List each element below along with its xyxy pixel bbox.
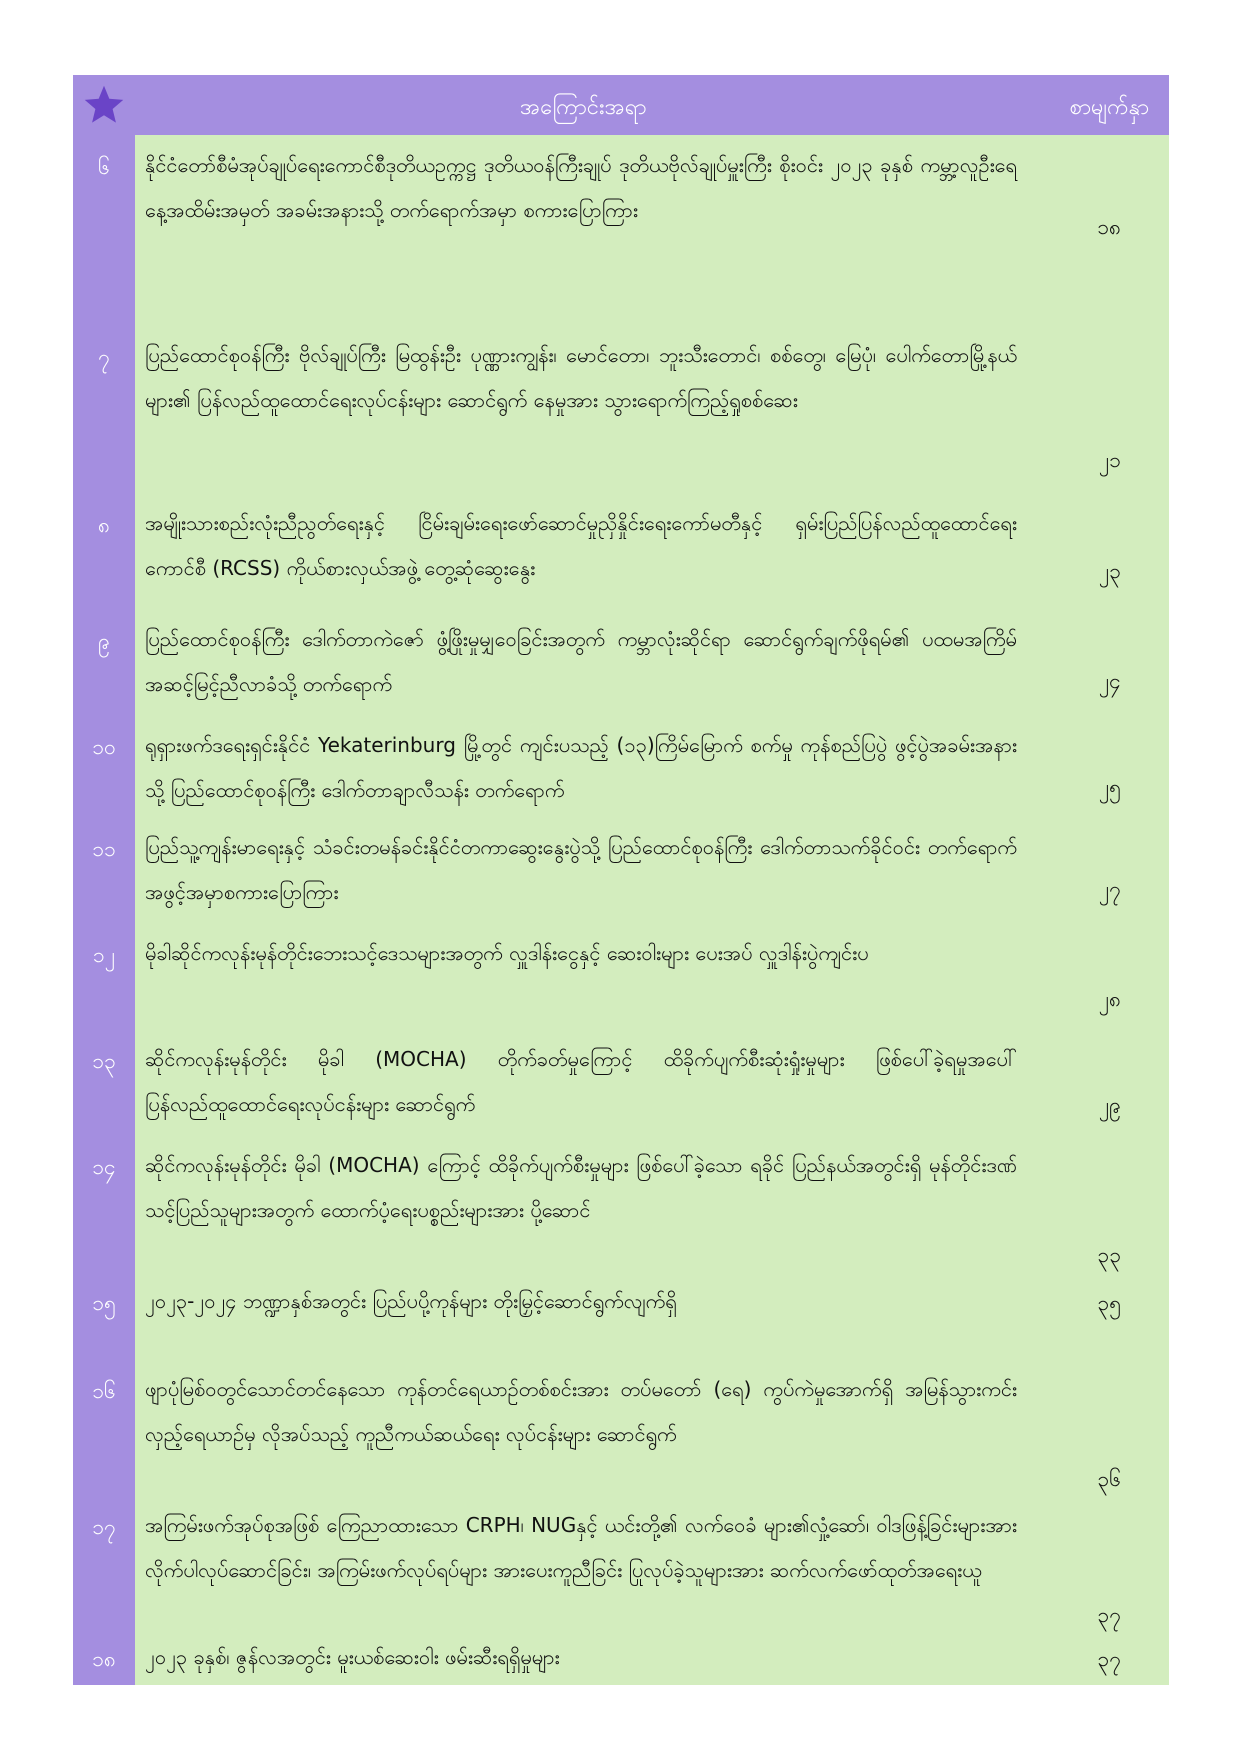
entry-page: ၂၁ [1098, 448, 1121, 472]
entry-number: ၁၀ [92, 735, 116, 759]
entry-page: ၃၆ [1097, 1467, 1121, 1491]
entry-page: ၂၅ [1098, 775, 1121, 799]
entry-title: နိုင်ငံတော်စီမံအုပ်ချုပ်ရေးကောင်စီဒုတိယဥက္ကဋ္ဌ ဒုတိယဝန်ကြီးချုပ် ဒုတိယဗိုလ်ချုပ်မှူးကြီး စိုးဝင်း ၂၀၂၃ ခုနှစ် ကမ္ဘာ့လူဦးရေနေ့အထိမ်းအမှတ် အခမ်းအနားသို့ တက်ရောက်အမှာ စကားပြောကြား [145, 153, 1017, 222]
entry-page: ၂၈ [1098, 987, 1121, 1011]
entry-page: ၂၇ [1098, 877, 1121, 901]
entry-number: ၁၄ [92, 1155, 116, 1179]
entry-number: ၇ [98, 345, 110, 369]
page-column-heading: စာမျက်နှာ [1069, 95, 1149, 120]
entry-page: ၃၃ [1097, 1243, 1121, 1267]
entry-number: ၁၇ [92, 1515, 116, 1539]
entry-title: ဖျာပုံမြစ်ဝတွင်သောင်တင်နေသော ကုန်တင်ရေယာဉ်တစ်စင်းအား တပ်မတော် (ရေ) ကွပ်ကဲမှုအောက်ရှိ အမြန်သွားကင်းလှည့်ရေယာဉ်မှ လိုအပ်သည့် ကူညီကယ်ဆယ်ရေး လုပ်ငန်းများ ဆောင်ရွက် [145, 1377, 1017, 1446]
entry-number: ၁၂ [92, 943, 116, 967]
header-star-cell [73, 75, 135, 135]
entry-page: ၂၄ [1098, 669, 1121, 693]
table-of-contents [73, 75, 1169, 1685]
entry-number: ၁၆ [92, 1379, 116, 1403]
entry-title: ပြည်သူ့ကျန်းမာရေးနှင့် သံခင်းတမန်ခင်းနိုင်ငံတကာဆွေးနွေးပွဲသို့ ပြည်ထောင်စုဝန်ကြီး ဒေါက်တာသက်ခိုင်ဝင်း တက်ရောက်အဖွင့်အမှာစကားပြောကြား [145, 835, 1017, 904]
entry-title: ရုရှားဖက်ဒရေးရှင်းနိုင်ငံ Yekaterinburg မြို့တွင် ကျင်းပသည့် (၁၃)ကြိမ်မြောက် စက်မှု ကုန်စည်ပြပွဲ ဖွင့်ပွဲအခမ်းအနားသို့ ပြည်ထောင်စုဝန်ကြီး ဒေါက်တာချာလီသန်း တက်ရောက် [145, 733, 1017, 802]
entry-number: ၆ [98, 155, 110, 179]
entry-number: ၁၃ [92, 1049, 116, 1073]
entries-column [135, 135, 1169, 1685]
number-column [73, 135, 135, 1685]
entry-title: ဆိုင်ကလုန်းမုန်တိုင်း မိုခါ (MOCHA) ကြောင့် ထိခိုက်ပျက်စီးမှုများ ဖြစ်ပေါ်ခဲ့သော ရခိုင် ပြည်နယ်အတွင်းရှိ မုန်တိုင်းဒဏ်သင့်ပြည်သူများအတွက် ထောက်ပံ့ရေးပစ္စည်းများအား ပို့ဆောင် [145, 1153, 1017, 1222]
entry-page: ၂၉ [1098, 1093, 1121, 1117]
entry-title: ပြည်ထောင်စုဝန်ကြီး ဗိုလ်ချုပ်ကြီး မြထွန်းဦး ပုဏ္ဏားကျွန်း၊ မောင်တော၊ ဘူးသီးတောင်၊ စစ်တွေ၊ မြေပုံ၊ ပေါက်တောမြို့နယ်များ၏ ပြန်လည်ထူထောင်ရေးလုပ်ငန်းများ ဆောင်ရွက် နေမှုအား သွားရောက်ကြည့်ရှုစစ်ဆေး [145, 343, 1017, 412]
entry-number: ၁၁ [92, 837, 116, 861]
star-icon [82, 83, 126, 127]
entry-title: မိုခါဆိုင်ကလုန်းမုန်တိုင်းဘေးသင့်ဒေသများအတွက် လှူဒါန်းငွေနှင့် ဆေးဝါးများ ပေးအပ် လှူဒါန်းပွဲကျင်းပ [145, 941, 869, 965]
toc-header [135, 75, 1169, 135]
entry-number: ၈ [98, 513, 110, 537]
contents-heading: အကြောင်းအရာ [520, 95, 647, 120]
entry-number: ၁၈ [92, 1647, 116, 1671]
entry-page: ၃၇ [1097, 1647, 1121, 1671]
entry-number: ၁၅ [92, 1291, 116, 1315]
entry-page: ၂၃ [1098, 559, 1121, 583]
entry-title: ၂၀၂၃ ခုနှစ်၊ ဇွန်လအတွင်း မူးယစ်ဆေးဝါး ဖမ်းဆီးရရှိမှုများ [145, 1645, 560, 1669]
entry-title: အမျိုးသားစည်းလုံးညီညွတ်ရေးနှင့် ငြိမ်းချမ်းရေးဖော်ဆောင်မှုညှိနှိုင်းရေးကော်မတီနှင့် ရှမ်းပြည်ပြန်လည်ထူထောင်ရေးကောင်စီ (RCSS) ကိုယ်စားလှယ်အဖွဲ့ တွေ့ဆုံဆွေးနွေး [145, 511, 1017, 580]
entry-title: အကြမ်းဖက်အုပ်စုအဖြစ် ကြေညာထားသော CRPH၊ NUGနှင့် ယင်းတို့၏ လက်ဝေခံ များ၏လှုံ့ဆော်၊ ဝါဒဖြန့်ခြင်းများအား လိုက်ပါလုပ်ဆောင်ခြင်း၊ အကြမ်းဖက်လုပ်ရပ်များ အားပေးကူညီခြင်း ပြုလုပ်ခဲ့သူများအား ဆက်လက်ဖော်ထုတ်အရေးယူ [145, 1513, 1017, 1582]
entry-number: ၉ [98, 629, 110, 653]
entry-page: ၃၇ [1097, 1603, 1121, 1627]
entry-page: ၁၈ [1097, 215, 1121, 239]
entry-page: ၃၅ [1097, 1291, 1121, 1315]
entry-title: ပြည်ထောင်စုဝန်ကြီး ဒေါက်တာကဲဇော် ဖွံ့ဖြိုးမှုမျှဝေခြင်းအတွက် ကမ္ဘာလုံးဆိုင်ရာ ဆောင်ရွက်ချက်ဖိုရမ်၏ ပထမအကြိမ် အဆင့်မြင့်ညီလာခံသို့ တက်ရောက် [145, 627, 1017, 696]
entry-title: ဆိုင်ကလုန်းမုန်တိုင်း မိုခါ (MOCHA) တိုက်ခတ်မှုကြောင့် ထိခိုက်ပျက်စီးဆုံးရှုံးမှုများ ဖြစ်ပေါ်ခဲ့ရမှုအပေါ် ပြန်လည်ထူထောင်ရေးလုပ်ငန်းများ ဆောင်ရွက် [145, 1047, 1017, 1116]
entry-title: ၂၀၂၃-၂၀၂၄ ဘဏ္ဍာနှစ်အတွင်း ပြည်ပပို့ကုန်များ တိုးမြှင့်ဆောင်ရွက်လျက်ရှိ [145, 1289, 677, 1313]
